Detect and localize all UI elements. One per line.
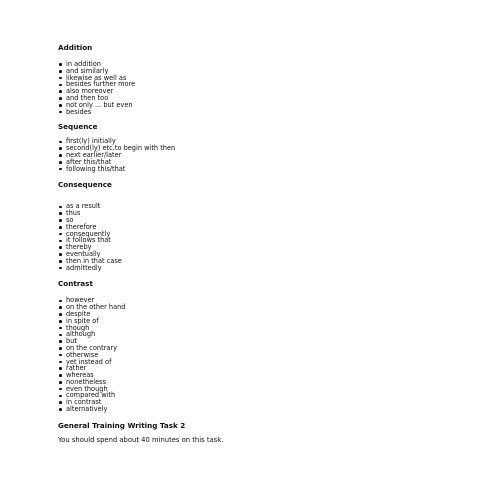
section-heading-contrast: Contrast xyxy=(58,279,93,289)
list-item: also moreover xyxy=(58,88,458,95)
section-heading-addition: Addition xyxy=(58,43,93,52)
list-item: despite xyxy=(58,311,458,318)
list-item: after this/that xyxy=(58,159,458,166)
list-item: but xyxy=(58,338,458,345)
list-item: whereas xyxy=(58,372,458,379)
task-heading: General Training Writing Task 2 xyxy=(58,420,186,430)
task-instruction: You should spend about 40 minutes on this task. xyxy=(58,435,224,444)
list-item: in addition xyxy=(58,61,458,68)
addition-list xyxy=(58,61,458,115)
list-item: in spite of xyxy=(58,318,458,325)
list-item: thereby xyxy=(58,244,458,251)
list-item: admittedly xyxy=(58,265,458,272)
list-item: eventually xyxy=(58,251,458,258)
list-item: as a result xyxy=(58,203,458,210)
list-item: besides xyxy=(58,109,458,116)
consequence-list xyxy=(58,203,458,271)
list-item: rather xyxy=(58,365,458,372)
list-item: even though xyxy=(58,386,458,393)
list-item: yet instead of xyxy=(58,359,458,366)
list-item: thus xyxy=(58,210,458,217)
list-item: not only ... but even xyxy=(58,102,458,109)
list-item: alternatively xyxy=(58,406,458,413)
list-item: therefore xyxy=(58,224,458,231)
list-item: on the contrary xyxy=(58,345,458,352)
list-item: so xyxy=(58,217,458,224)
section-heading-sequence: Sequence xyxy=(58,122,98,132)
contrast-list xyxy=(58,297,458,413)
list-item: in contrast xyxy=(58,399,458,406)
list-item: second(ly) etc.to begin with then xyxy=(58,145,458,152)
section-heading-consequence: Consequence xyxy=(58,180,112,190)
list-item: on the other hand xyxy=(58,304,458,311)
list-item: besides further more xyxy=(58,81,458,88)
list-item: compared with xyxy=(58,392,458,399)
list-item: and similarly xyxy=(58,68,458,75)
list-item: though xyxy=(58,325,458,332)
list-item: nonetheless xyxy=(58,379,458,386)
list-item: it follows that xyxy=(58,237,458,244)
list-item: otherwise xyxy=(58,352,458,359)
list-item: and then too xyxy=(58,95,458,102)
list-item: following this/that xyxy=(58,166,458,173)
list-item: likewise as well as xyxy=(58,75,458,82)
list-item: however xyxy=(58,297,458,304)
sequence-list xyxy=(58,138,458,172)
list-item: first(ly) initially xyxy=(58,138,458,145)
list-item: then in that case xyxy=(58,258,458,265)
list-item: although xyxy=(58,331,458,338)
list-item: next earlier/later xyxy=(58,152,458,159)
list-item: consequently xyxy=(58,231,458,238)
document-page xyxy=(58,43,458,445)
